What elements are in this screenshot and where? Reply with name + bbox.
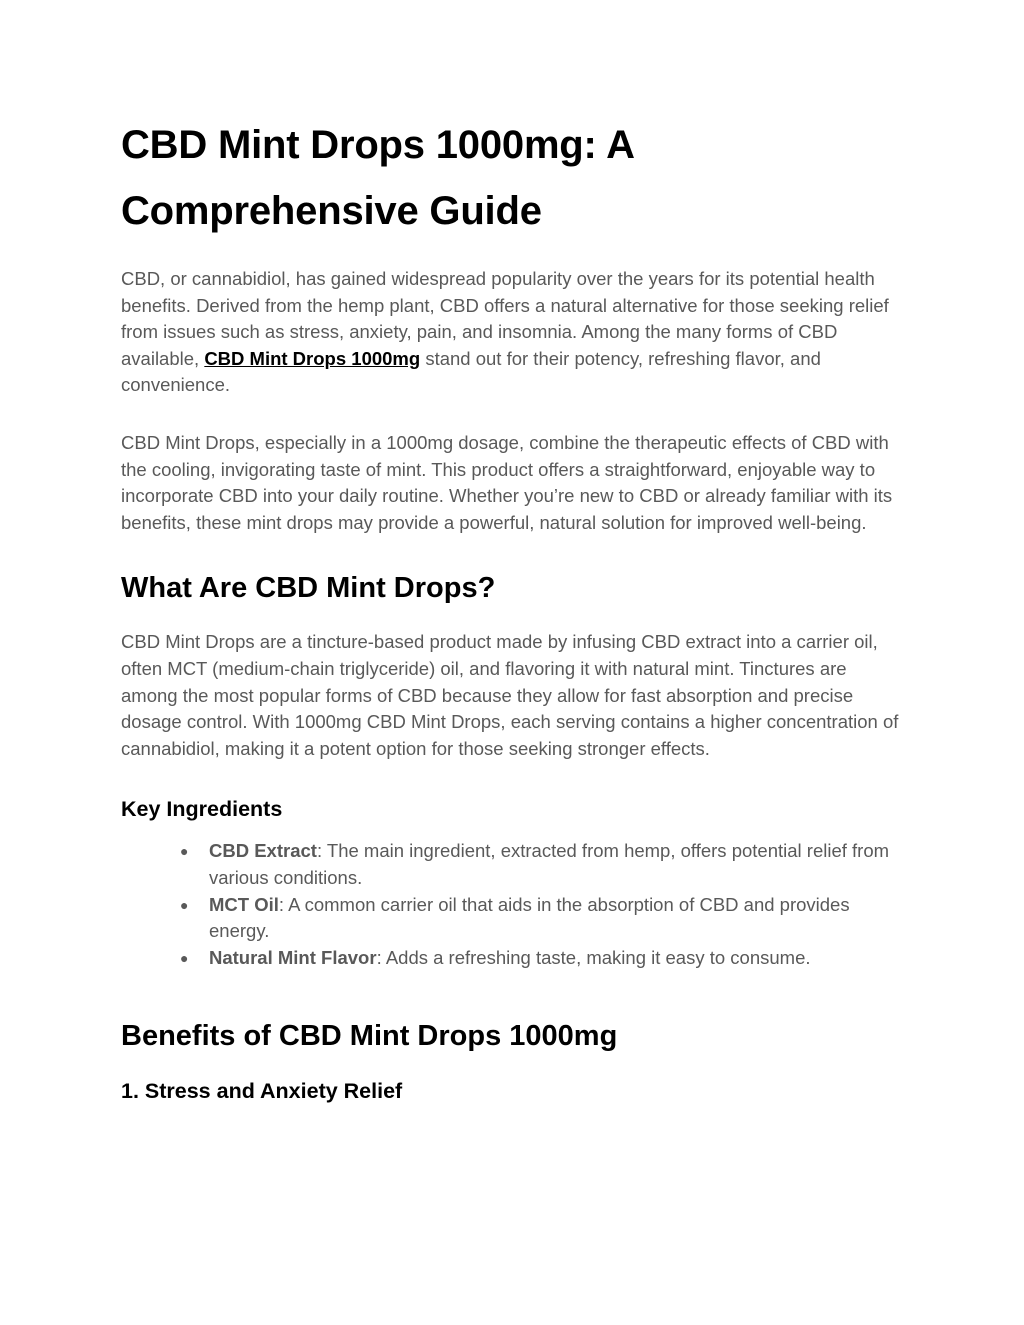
ingredient-description: : The main ingredient, extracted from hemp, offers potential relief from various conditions. xyxy=(209,840,890,888)
ingredient-description: : Adds a refreshing taste, making it easy to consume. xyxy=(376,946,811,968)
cbd-mint-drops-link[interactable]: CBD Mint Drops 1000mg xyxy=(204,347,421,369)
intro-text-before-link: CBD, or cannabidiol, has gained widespread popularity over the years for its potential health benefits. Derived from the hemp plant, CBD offers a natural alternative for those seeking relief from issues such as stress, anxiety, pain, and insomnia. Among the many forms of CBD available, xyxy=(121,268,889,369)
list-item xyxy=(180,945,904,972)
what-are-paragraph: CBD Mint Drops are a tincture-based product made by infusing CBD extract into a carrier oil, often MCT (medium-chain triglyceride) oil, and flavoring it with natural mint. Tinctures are among the most popular forms of CBD because they allow for fast absorption and precise dosage control. With 1000mg CBD Mint Drops, each serving contains a higher concentration of cannabidiol, making it a potent option for those seeking stronger effects. xyxy=(121,631,899,759)
bullet-icon: ● xyxy=(180,949,189,966)
ingredients-list xyxy=(121,838,904,971)
intro-paragraph xyxy=(121,266,904,399)
section-heading-what-are: What Are CBD Mint Drops? xyxy=(121,572,496,605)
ingredient-description: : A common carrier oil that aids in the absorption of CBD and provides energy. xyxy=(209,893,850,942)
key-ingredients-heading: Key Ingredients xyxy=(121,797,283,822)
ingredient-term: MCT Oil xyxy=(209,893,279,915)
intro-text-after-link: stand out for their potency, refreshing flavor, and convenience. xyxy=(121,347,821,396)
subheading-stress-anxiety: 1. Stress and Anxiety Relief xyxy=(121,1079,403,1104)
bullet-icon: ● xyxy=(180,896,189,913)
list-item xyxy=(180,892,904,945)
list-item xyxy=(180,838,904,891)
ingredient-term: CBD Extract xyxy=(209,840,317,862)
page-title: CBD Mint Drops 1000mg: A Comprehensive Guide xyxy=(121,123,634,233)
ingredient-term: Natural Mint Flavor xyxy=(209,946,377,968)
section-heading-benefits: Benefits of CBD Mint Drops 1000mg xyxy=(121,1020,618,1053)
overview-paragraph: CBD Mint Drops, especially in a 1000mg dosage, combine the therapeutic effects of CBD with the cooling, invigorating taste of mint. This product offers a straightforward, enjoyable way to incorporate CBD into your daily routine. Whether you’re new to CBD or already familiar with its benefits, these mint drops may provide a powerful, natural solution for improved well-being. xyxy=(121,431,893,533)
bullet-icon: ● xyxy=(180,843,189,860)
